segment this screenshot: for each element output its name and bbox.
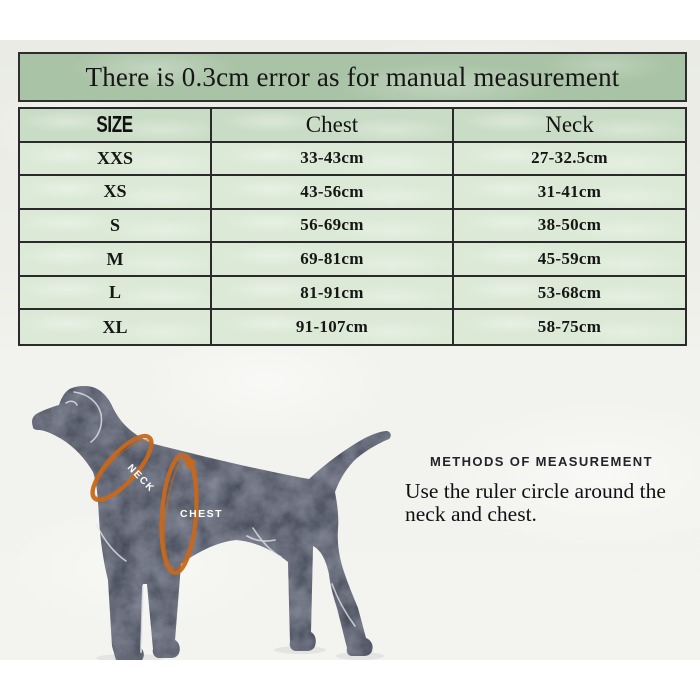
column-header-chest: Chest <box>212 109 454 141</box>
cell-chest: 33-43cm <box>212 143 454 175</box>
cell-chest: 56-69cm <box>212 210 454 242</box>
cell-chest: 69-81cm <box>212 243 454 275</box>
column-header-neck: Neck <box>454 109 685 141</box>
methods-title: METHODS OF MEASUREMENT <box>430 454 653 469</box>
cell-size: XL <box>20 310 212 344</box>
cell-size: L <box>20 277 212 309</box>
chest-label: CHEST <box>180 508 224 520</box>
column-header-size: SIZE <box>20 109 212 141</box>
cell-neck: 53-68cm <box>454 277 685 309</box>
cell-size: M <box>20 243 212 275</box>
cell-neck: 31-41cm <box>454 176 685 208</box>
dog-silhouette <box>32 386 391 660</box>
cell-chest: 81-91cm <box>212 277 454 309</box>
banner-text: There is 0.3cm error as for manual measurement <box>85 61 620 92</box>
dog-diagram <box>0 40 700 660</box>
cell-chest: 43-56cm <box>212 176 454 208</box>
cell-neck: 58-75cm <box>454 310 685 344</box>
cell-size: XS <box>20 176 212 208</box>
methods-description: Use the ruler circle around the neck and chest. <box>405 479 666 527</box>
cell-size: XXS <box>20 143 212 175</box>
cell-neck: 45-59cm <box>454 243 685 275</box>
cell-neck: 27-32.5cm <box>454 143 685 175</box>
cell-neck: 38-50cm <box>454 210 685 242</box>
neck-label: NECK <box>124 462 157 495</box>
cell-chest: 91-107cm <box>212 310 454 344</box>
cell-size: S <box>20 210 212 242</box>
